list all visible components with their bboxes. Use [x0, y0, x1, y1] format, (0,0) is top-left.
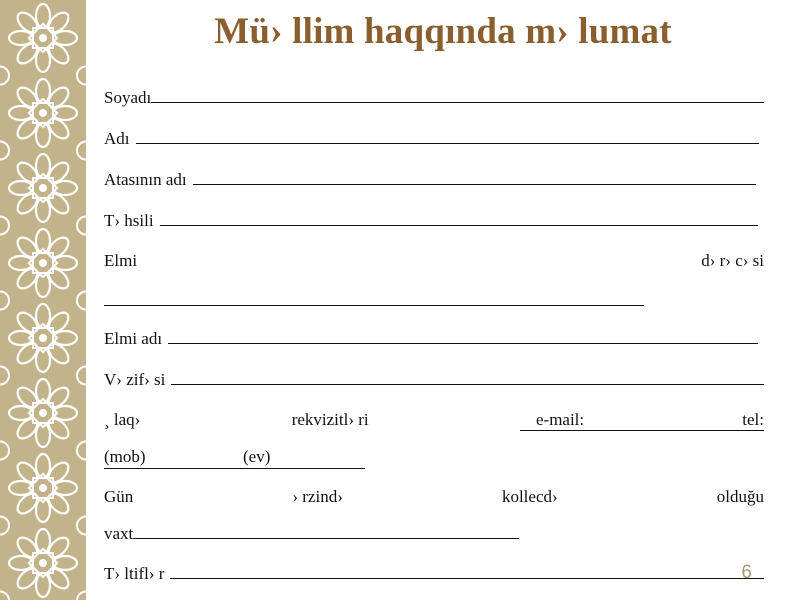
- contact-row: [104, 409, 764, 431]
- page-number: 6: [741, 562, 752, 583]
- education-label: T› hsili: [104, 211, 154, 230]
- ornament-motif: [9, 79, 77, 147]
- email-tel-field[interactable]: [520, 409, 764, 431]
- awards-field[interactable]: [170, 562, 764, 579]
- position-row: [104, 368, 764, 390]
- name-row: [104, 127, 759, 149]
- mobile-field[interactable]: [104, 446, 243, 469]
- patronymic-label: Atasının adı: [104, 170, 187, 189]
- ornament-motif: [9, 4, 77, 72]
- ornament-motif: [9, 154, 77, 222]
- page-title: Mü› llim haqqında m› lumat: [214, 11, 672, 52]
- academic-title-row: [104, 327, 758, 349]
- position-label: V› zif› si: [104, 370, 166, 389]
- home-phone-field[interactable]: [243, 446, 365, 469]
- ornament-motif: [9, 529, 77, 597]
- time-label: vaxt: [104, 524, 134, 543]
- ornament-motif: [9, 229, 77, 297]
- degree-label-word2: d› r› c› si: [701, 251, 764, 270]
- days-label-word4: olduğu: [716, 487, 764, 506]
- academic-title-field[interactable]: [168, 327, 758, 344]
- contact-label-word2: rekvizitl› ri: [291, 410, 369, 429]
- name-field[interactable]: [136, 127, 760, 144]
- patronymic-row: [104, 168, 756, 190]
- days-label-word1: Gün: [104, 487, 134, 506]
- degree-row: [104, 250, 764, 272]
- days-row: [104, 486, 764, 508]
- ornament-pattern: [0, 0, 86, 600]
- degree-label-word1: Elmi: [104, 251, 138, 270]
- surname-field[interactable]: [151, 86, 764, 103]
- time-row: [104, 522, 519, 544]
- contact-label-word1: ¸ laq›: [104, 410, 141, 429]
- degree-field[interactable]: [104, 304, 644, 306]
- mobile-label: (mob): [104, 447, 146, 466]
- days-label-word3: kollecd›: [501, 487, 558, 506]
- position-field[interactable]: [171, 368, 764, 385]
- academic-title-label: Elmi adı: [104, 329, 163, 348]
- patronymic-field[interactable]: [193, 168, 756, 185]
- name-label: Adı: [104, 129, 130, 148]
- tel-label: tel:: [742, 410, 764, 429]
- ornament-motif: [9, 454, 77, 522]
- surname-label: Soyadı: [104, 88, 152, 107]
- education-row: [104, 209, 758, 231]
- awards-row: [104, 562, 764, 584]
- contact-phone-row: [104, 446, 764, 468]
- decorative-sidebar: [0, 0, 86, 600]
- awards-label: T› ltifl› r: [104, 564, 165, 583]
- email-label: e-mail:: [535, 410, 585, 429]
- education-field[interactable]: [160, 209, 758, 226]
- ornament-motif: [9, 304, 77, 372]
- time-field[interactable]: [133, 522, 519, 539]
- home-phone-label: (ev): [243, 447, 271, 466]
- ornament-motif: [9, 379, 77, 447]
- days-label-word2: › rzind›: [292, 487, 343, 506]
- surname-row: [104, 86, 764, 108]
